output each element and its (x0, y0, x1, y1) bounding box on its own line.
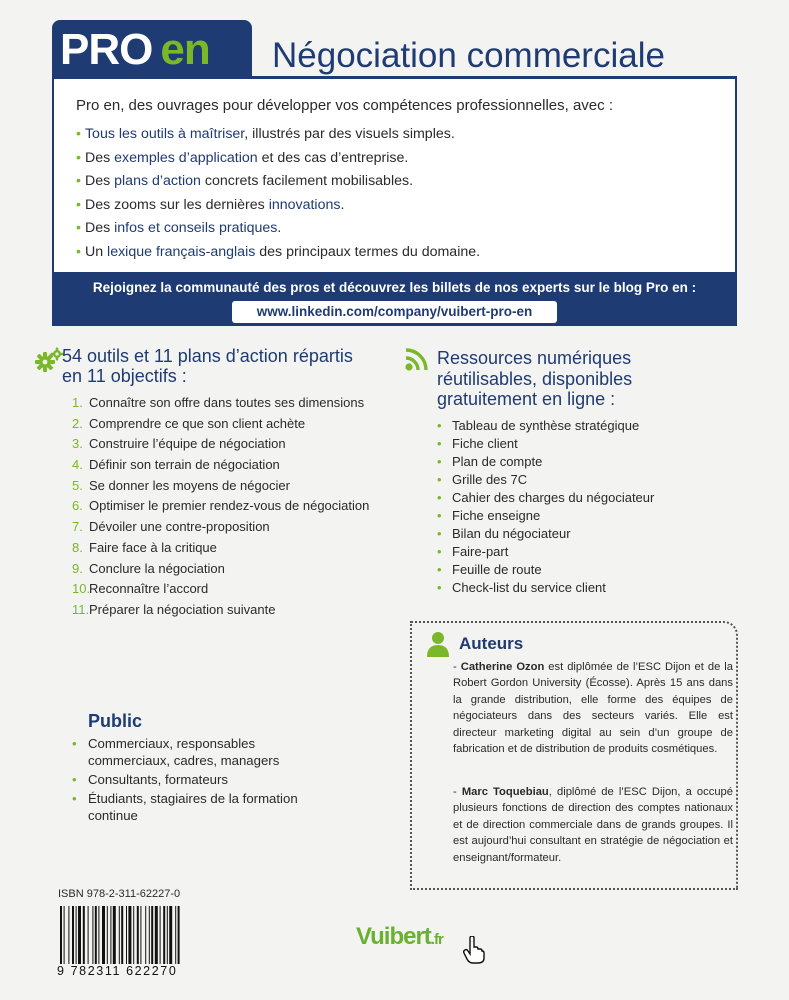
objective-item: 5. Se donner les moyens de négocier (72, 477, 290, 493)
objective-item: 2. Comprendre ce que son client achète (72, 415, 306, 431)
feature-item: • Des infos et conseils pratiques. (76, 220, 282, 237)
objective-item: 4. Définir son terrain de négociation (72, 457, 280, 473)
objective-item: 8. Faire face à la critique (72, 539, 217, 555)
resource-item: • Bilan du négociateur (437, 526, 571, 541)
banner-text: Rejoignez la communauté des pros et découvrez les billets de nos experts sur le blog Pro en : (92, 280, 697, 295)
objective-item: 11. Préparer la négociation suivante (72, 601, 276, 617)
objective-item: 7. Dévoiler une contre-proposition (72, 519, 270, 535)
pro-en-logo: PRO en (60, 25, 210, 74)
book-title: Négociation commerciale (272, 36, 665, 75)
public-item: • Commerciaux, responsables commerciaux, cadres, managers (72, 736, 280, 768)
public-list (72, 735, 332, 826)
objectives-list (72, 394, 372, 622)
intro-lead: Pro en, des ouvrages pour développer vos compétences professionnelles, avec : (76, 97, 613, 114)
feature-item: • Des exemples d’application et des cas d’entreprise. (76, 149, 409, 166)
intro-box (52, 79, 737, 326)
barcode (60, 906, 216, 964)
authors-heading: Auteurs (459, 634, 524, 653)
rss-icon (404, 348, 430, 372)
resource-item: • Plan de compte (437, 454, 543, 469)
resource-item: • Cahier des charges du négociateur (437, 490, 655, 505)
resource-item: • Fiche enseigne (437, 508, 541, 523)
resource-item: • Faire-part (437, 544, 509, 559)
barcode-number: 9 782311 622270 (57, 964, 178, 978)
vuibert-logo: Vuibert.fr (356, 923, 443, 950)
feature-item: • Un lexique français-anglais des principaux termes du domaine. (76, 243, 481, 260)
objective-item: 6. Optimiser le premier rendez-vous de négociation (72, 498, 370, 514)
objective-item: 9. Conclure la négociation (72, 560, 225, 576)
community-banner (54, 272, 735, 326)
gears-icon (34, 347, 64, 373)
resources-list (437, 417, 654, 597)
objectives-heading: 54 outils et 11 plans d’action répartis en 11 objectifs : (62, 346, 353, 386)
public-item: • Consultants, formateurs (72, 772, 228, 787)
public-heading: Public (88, 711, 143, 731)
feature-item: • Des plans d’action concrets facilement mobilisables. (76, 173, 414, 190)
objective-item: 3. Construire l’équipe de négociation (72, 436, 286, 452)
linkedin-link[interactable]: www.linkedin.com/company/vuibert-pro-en (232, 301, 557, 323)
public-item: • Étudiants, stagiaires de la formation continue (72, 791, 298, 823)
isbn-label: ISBN 978-2-311-62227-0 (58, 888, 181, 900)
resource-item: • Grille des 7C (437, 472, 528, 487)
resource-item: • Tableau de synthèse stratégique (437, 418, 640, 433)
resource-item: • Feuille de route (437, 562, 542, 577)
author-bio-toquebiau: - Marc Toquebiau, diplômé de l’ESC Dijon, a occupé plusieurs fonctions de direction des comptes nationaux et de direction commerciale dans de grands groupes. Il est aujourd’hui consultant en stratégie de négociation et enseignant/formateur. (453, 786, 733, 864)
objective-item: 10. Reconnaître l’accord (72, 581, 209, 597)
objective-item: 1. Connaître son offre dans toutes ses dimensions (72, 395, 365, 410)
resource-item: • Check-list du service client (437, 580, 606, 595)
pointer-hand-icon (463, 936, 485, 964)
person-icon (426, 631, 450, 657)
author-bio-ozon: - Catherine Ozon est diplômée de l’ESC Dijon et de la Robert Gordon University (Écosse). Après 15 ans dans la grande distribution, elle forme des équipes de négociateurs dans des secteurs variés. Elle est directeur marketing digital au sein d’un groupe de fabrication et de distribution de produits cosmétiques. (453, 661, 733, 756)
features-list (76, 123, 480, 265)
feature-item: • Des zooms sur les dernières innovations. (76, 196, 345, 213)
resource-item: • Fiche client (437, 436, 518, 451)
feature-item: • Tous les outils à maîtriser, illustrés par des visuels simples. (76, 126, 455, 142)
resources-heading: Ressources numériques réutilisables, disponibles gratuitement en ligne : (437, 348, 633, 409)
